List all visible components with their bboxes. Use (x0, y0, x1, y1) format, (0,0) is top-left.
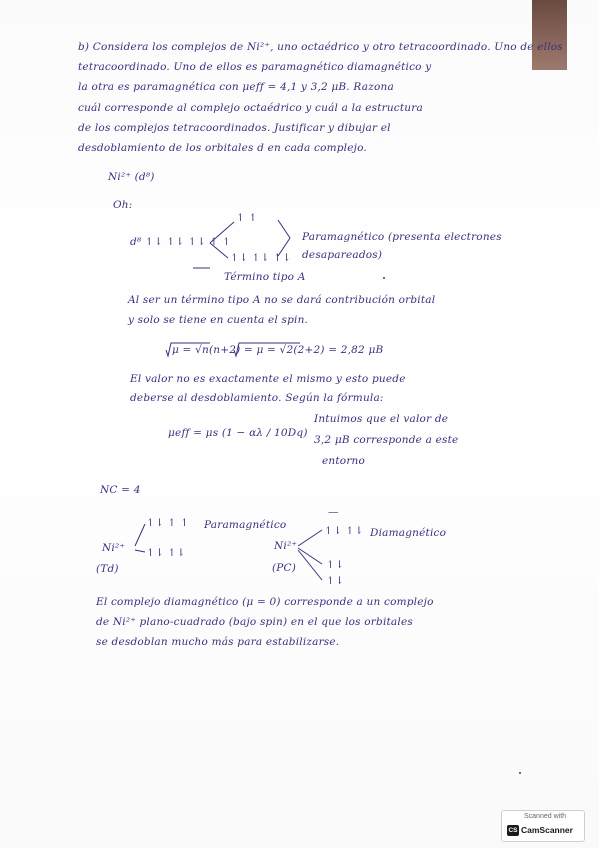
sqrt-sign-2 (234, 343, 300, 356)
td-lower-level: ↿⇂ ↿⇂ (146, 547, 186, 559)
pc-tag: (PC) (272, 562, 297, 574)
pc-lower-level-1: ↿⇂ (326, 559, 344, 571)
spin-only-formula: μ = √n(n+2) = μ = √2(2+2) = 2,82 μB (172, 344, 384, 356)
conclusion-line-2: 3,2 μB corresponde a este (314, 434, 459, 446)
td-tag: (Td) (96, 563, 119, 575)
ion-config: Ni²⁺ (d⁸) (108, 171, 155, 183)
note-line-2: y solo se tiene en cuenta el spin. (128, 314, 309, 326)
question-line-2: tetracoordinado. Uno de ellos es paramagnético diamagnético y (78, 61, 432, 73)
eg-level: ↿ ↿ (236, 212, 258, 224)
conclusion-line-1: Intuimos que el valor de (314, 413, 449, 425)
pc-lower-level-2: ↿⇂ (326, 575, 344, 587)
paramagnetic-text-1: Paramagnético (presenta electrones (302, 231, 502, 243)
pc-diamagnetic: Diamagnético (370, 527, 447, 539)
camscanner-badge (501, 810, 585, 842)
split-line-up (210, 222, 234, 243)
term-type: Término tipo A (224, 271, 306, 283)
t2g-level: ↿⇂ ↿⇂ ↿⇂ (230, 252, 292, 264)
td-split-up (135, 524, 145, 546)
final-line-3: se desdoblan mucho más para estabilizarse. (96, 636, 340, 648)
note-line-1: Al ser un término tipo A no se dará contribución orbital (128, 294, 436, 306)
pc-top-level: — (328, 506, 339, 518)
brace (278, 220, 290, 256)
oh-label: Oh: (113, 199, 133, 211)
td-paramagnetic: Paramagnético (204, 519, 287, 531)
split-line-down (210, 243, 228, 258)
observation-line-2: deberse al desdoblamiento. Según la fórmula: (130, 392, 384, 404)
question-line-4: cuál corresponde al complejo octaédrico y cuál a la estructura (78, 102, 423, 114)
td-ion: Ni²⁺ (102, 542, 126, 554)
camscanner-brand: CamScanner (521, 825, 573, 835)
question-line-3: la otra es paramagnética con μeff = 4,1 y 3,2 μB. Razona (78, 81, 394, 93)
sqrt-sign-1 (166, 343, 210, 356)
conclusion-line-3: entorno (322, 455, 366, 467)
question-line-1: b) Considera los complejos de Ni²⁺, uno octaédrico y otro tetracoordinado. Uno de ellos (78, 41, 563, 53)
scanned-caption: Scanned with (524, 813, 567, 820)
pc-split-low1 (298, 548, 322, 564)
camscanner-logo-icon: CS (508, 827, 518, 834)
nc-label: NC = 4 (100, 484, 141, 496)
meff-formula: μeff = μs (1 − αλ / 10Dq) (168, 427, 308, 439)
question-line-6: desdoblamiento de los orbitales d en cada complejo. (78, 142, 367, 154)
final-line-2: de Ni²⁺ plano-cuadrado (bajo spin) en el que los orbitales (96, 616, 413, 628)
d8-electrons: d⁸ ↿⇂ ↿⇂ ↿⇂ ↿ ↿ (130, 236, 232, 248)
pc-split-low2 (298, 550, 322, 580)
paramagnetic-text-2: desapareados) (302, 249, 383, 261)
td-upper-level: ↿⇂ ↿ ↿ (146, 517, 190, 529)
pc-upper-level: ↿⇂ ↿⇂ (324, 525, 364, 537)
pc-split-up (298, 530, 322, 546)
pc-ion: Ni²⁺ (274, 540, 298, 552)
observation-line-1: El valor no es exactamente el mismo y esto puede (130, 373, 406, 385)
td-split-down (135, 550, 145, 552)
question-line-5: de los complejos tetracoordinados. Justificar y dibujar el (78, 122, 391, 134)
final-line-1: El complejo diamagnético (μ = 0) corresponde a un complejo (96, 596, 434, 608)
